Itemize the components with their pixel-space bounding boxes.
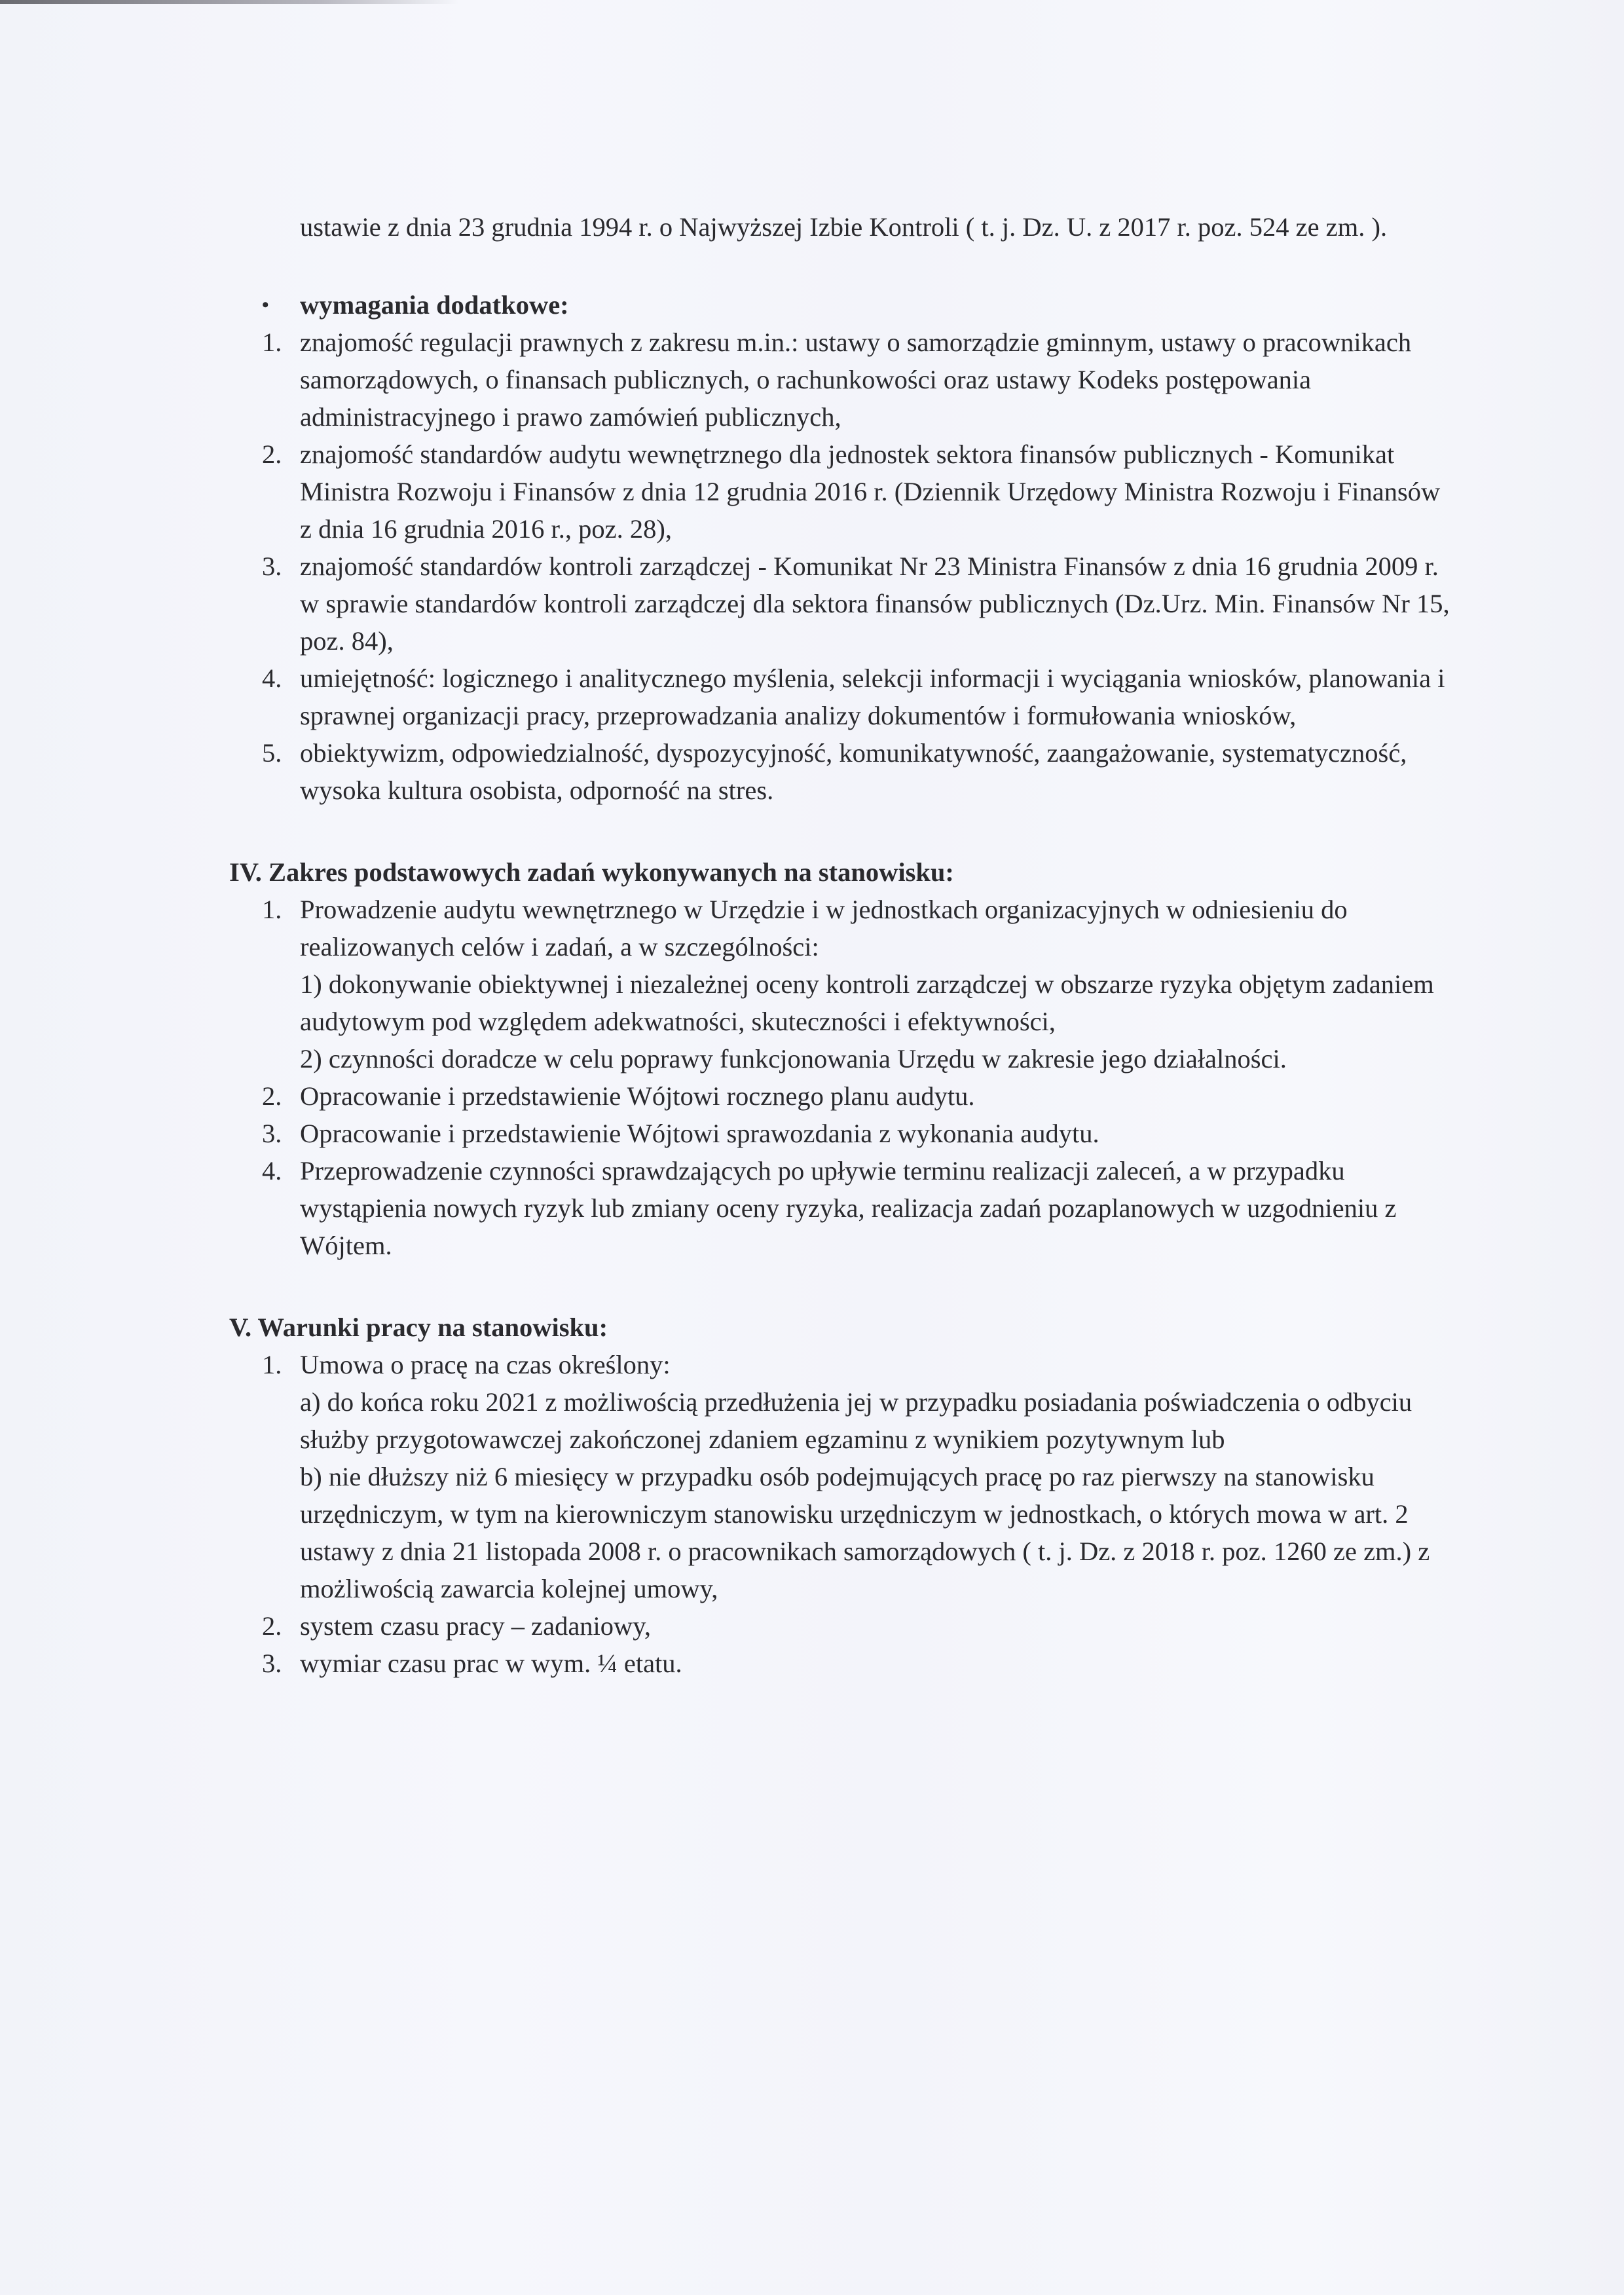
list-item [262,660,1454,734]
tasks-list [262,891,1454,1264]
list-item [262,1077,1454,1115]
item-text: system czasu pracy – zadaniowy, [300,1611,652,1641]
sub-item: 1) dokonywanie obiektywnej i niezależnej oceny kontroli zarządczej w obszarze ryzyka objętym zadaniem audytowym pod względem adekwatności, skuteczności i efektywności, [300,969,1434,1036]
item-text: znajomość regulacji prawnych z zakresu m.in.: ustawy o samorządzie gminnym, ustawy o pracownikach samorządowych, o finansach publicznych, o rachunkowości oraz ustawy Kodeks postępowania administracyjnego i prawo zamówień publicznych, [300,327,1412,432]
work-conditions-list [262,1346,1454,1682]
item-number: 1. [262,895,282,924]
list-item [262,548,1454,660]
item-number: 1. [262,327,282,357]
item-number: 1. [262,1350,282,1379]
section-iv-heading: IV. Zakres podstawowych zadań wykonywanych na stanowisku: [229,857,954,887]
list-item [262,1152,1454,1264]
list-item [262,891,1454,1077]
item-number: 3. [262,1119,282,1148]
item-number: 2. [262,439,282,469]
item-text: obiektywizm, odpowiedzialność, dyspozycyjność, komunikatywność, zaangażowanie, systematyczność, wysoka kultura osobista, odporność na stres. [300,738,1407,805]
list-item [262,1115,1454,1152]
item-text: wymiar czasu prac w wym. ¼ etatu. [300,1649,682,1678]
sub-item: b) nie dłuższy niż 6 miesięcy w przypadku osób podejmujących pracę po raz pierwszy na stanowisku urzędniczym, w tym na kierowniczym stanowisku urzędniczym w jednostkach, o których mowa w art. 2 ustawy z dnia 21 listopada 2008 r. o pracownikach samorządowych ( t. j. Dz. z 2018 r. poz. 1260 ze zm.) z możliwością zawarcia kolejnej umowy, [300,1462,1430,1603]
item-number: 3. [262,551,282,581]
item-text: znajomość standardów kontroli zarządczej - Komunikat Nr 23 Ministra Finansów z dnia 16 grudnia 2009 r. w sprawie standardów kontroli zarządczej dla sektora finansów publicznych (Dz.Urz. Min. Finansów Nr 15, poz. 84), [300,551,1450,656]
list-item [262,734,1454,809]
scan-edge-shadow [0,0,458,4]
item-text: Umowa o pracę na czas określony: [300,1350,671,1379]
additional-requirements-list [262,324,1454,809]
list-item [262,1607,1454,1645]
item-body [300,1346,1454,1607]
sub-item: 2) czynności doradcze w celu poprawy funkcjonowania Urzędu w zakresie jego działalności. [300,1044,1287,1073]
list-item [262,1346,1454,1607]
item-number: 4. [262,663,282,693]
list-item [262,324,1454,436]
item-text: Opracowanie i przedstawienie Wójtowi sprawozdania z wykonania audytu. [300,1119,1099,1148]
additional-requirements-heading-row [262,286,1454,324]
item-number: 2. [262,1611,282,1641]
item-number: 3. [262,1649,282,1678]
item-text: Przeprowadzenie czynności sprawdzających po upływie terminu realizacji zaleceń, a w przypadku wystąpienia nowych ryzyk lub zmiany oceny ryzyka, realizacja zadań pozaplanowych w uzgodnieniu z Wójtem. [300,1156,1397,1260]
item-number: 2. [262,1081,282,1111]
list-item [262,1645,1454,1682]
item-body [300,891,1454,1077]
section-v-heading: V. Warunki pracy na stanowisku: [229,1313,608,1342]
item-text: Opracowanie i przedstawienie Wójtowi rocznego planu audytu. [300,1081,975,1111]
intro-paragraph: ustawie z dnia 23 grudnia 1994 r. o Najwyższej Izbie Kontroli ( t. j. Dz. U. z 2017 r. poz. 524 ze zm. ). [300,212,1388,242]
sub-item: a) do końca roku 2021 z możliwością przedłużenia jej w przypadku posiadania poświadczenia o odbyciu służby przygotowawczej zakończonej zdaniem egzaminu z wynikiem pozytywnym lub [300,1387,1412,1454]
item-number: 4. [262,1156,282,1185]
list-item [262,436,1454,548]
item-number: 5. [262,738,282,768]
additional-requirements-heading: wymagania dodatkowe: [300,290,569,320]
document-body [229,208,1454,1682]
bullet-icon: • [262,294,269,316]
item-text: Prowadzenie audytu wewnętrznego w Urzędzie i w jednostkach organizacyjnych w odniesieniu do realizowanych celów i zadań, a w szczególności: [300,895,1348,961]
item-text: umiejętność: logicznego i analitycznego myślenia, selekcji informacji i wyciągania wniosków, planowania i sprawnej organizacji pracy, przeprowadzania analizy dokumentów i formułowania wniosków, [300,663,1445,730]
item-text: znajomość standardów audytu wewnętrznego dla jednostek sektora finansów publicznych - Komunikat Ministra Rozwoju i Finansów z dnia 12 grudnia 2016 r. (Dziennik Urzędowy Ministra Rozwoju i Finansów z dnia 16 grudnia 2016 r., poz. 28), [300,439,1441,544]
